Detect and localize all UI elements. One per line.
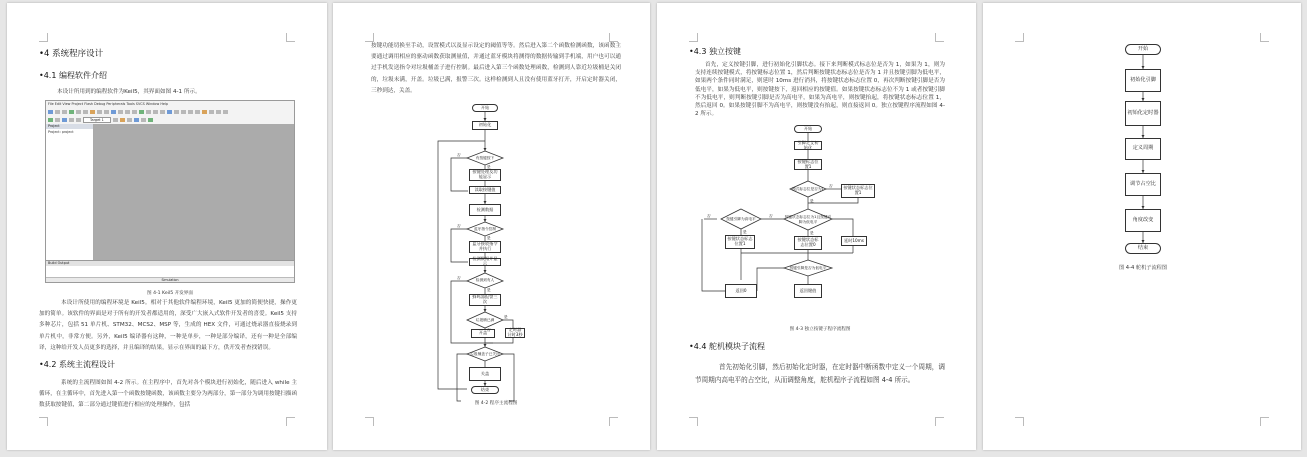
figure-4-2-caption: 图 4-2 程序主流程图 bbox=[474, 401, 518, 406]
ide-project-item: Project: project bbox=[48, 130, 74, 134]
fc-main-sense-data: 检测数据并显示 bbox=[469, 258, 501, 266]
ide-editor-area bbox=[94, 124, 294, 260]
fc-main-sense: 检测数据 bbox=[469, 204, 501, 216]
fc-key-mode: 按键标志位置1 bbox=[794, 159, 822, 170]
fc-main-bt-cmd: 蓝牙指令控制 bbox=[473, 226, 497, 231]
heading-section-4: •4 系统程序设计 bbox=[39, 49, 104, 59]
fc-label-yes: 是 bbox=[810, 199, 814, 203]
heading-4-2: •4.2 系统主流程设计 bbox=[39, 360, 115, 369]
figure-4-3-caption: 图 4-3 独立按键子程序流程图 bbox=[789, 327, 851, 332]
fc-servo-duty: 调节占空比 bbox=[1125, 173, 1161, 196]
fc-main-closed: 垃圾桶盖子已关闭 bbox=[470, 351, 500, 356]
keil5-screenshot bbox=[45, 100, 295, 283]
fc-label-yes: 是 bbox=[487, 236, 491, 240]
corner-mark bbox=[286, 33, 295, 42]
fc-key-low: 按键状态标志位为1且按键引脚为低电平 bbox=[784, 215, 832, 224]
figure-4-1-caption: 图 4-1 Keil5 开发界面 bbox=[147, 291, 193, 296]
fc-key-high: 按键引脚为高电平 bbox=[726, 216, 756, 221]
corner-mark bbox=[286, 417, 295, 426]
fc-key-ret0: 返回0 bbox=[725, 284, 757, 298]
ide-toolbar-1 bbox=[46, 108, 294, 115]
fc-key-define: 引脚定义初始化 bbox=[794, 141, 822, 150]
page-2 bbox=[333, 3, 650, 450]
heading-4-1: •4.1 编程软件介绍 bbox=[39, 71, 107, 80]
ide-toolbar-2 bbox=[46, 116, 294, 123]
fc-label-no: 否 bbox=[457, 153, 461, 157]
fc-label-no: 否 bbox=[769, 214, 773, 218]
fc-key-mode-check: 模式标志位是否为1 bbox=[792, 186, 824, 191]
fc-key-flag1-b: 按键状态标志位置1 bbox=[725, 235, 755, 249]
fc-main-init: 初始化 bbox=[472, 121, 498, 130]
ide-status-bar: Simulation bbox=[46, 277, 294, 282]
fc-label-yes: 是 bbox=[810, 231, 814, 235]
heading-4-3: •4.3 独立按键 bbox=[689, 47, 741, 56]
fc-label-no: 否 bbox=[487, 328, 491, 332]
fc-main-key-proc: 按键处理及功能显示 bbox=[469, 169, 501, 181]
fc-main-read-key: 读取按键值 bbox=[469, 186, 501, 194]
corner-mark bbox=[39, 33, 48, 42]
page-1 bbox=[7, 3, 327, 450]
paragraph-intro: 本设计所用到的编程软件为Keil5，其界面如图 4-1 所示。 bbox=[57, 89, 201, 95]
fc-label-no: 否 bbox=[457, 276, 461, 280]
heading-4-4: •4.4 舵机模块子流程 bbox=[689, 342, 765, 351]
fc-servo-period: 定义周期 bbox=[1125, 138, 1161, 160]
fc-main-end: 结束 bbox=[471, 386, 499, 394]
fc-key-flag1: 按键状态标志位置1 bbox=[841, 184, 875, 198]
fc-label-yes: 是 bbox=[743, 230, 747, 234]
paragraph-servo: 首先初始化引脚，然后初始化定时器，在定时器中断函数中定义一个周期，调节周期内高电平的占空比，从而调整角度，舵机程序子流程如图 4-4 所示。 bbox=[695, 363, 945, 384]
fc-servo-angle: 角度改变 bbox=[1125, 209, 1161, 232]
page-3 bbox=[657, 3, 976, 450]
fc-label-yes: 是 bbox=[487, 288, 491, 292]
fc-label-yes: 是 bbox=[487, 165, 491, 169]
ide-project-panel bbox=[46, 124, 94, 260]
fc-servo-start: 开始 bbox=[1125, 44, 1161, 55]
ide-menu-bar: File Edit View Project Flash Debug Peripherals Tools SVCS Window Help bbox=[48, 102, 169, 106]
fc-label-no: 否 bbox=[707, 214, 711, 218]
figure-4-4-caption: 图 4-4 舵机子流程图 bbox=[1118, 265, 1168, 271]
fc-label-no: 否 bbox=[829, 184, 833, 188]
fc-main-start: 开始 bbox=[472, 104, 498, 112]
fc-key-retval: 返回键值 bbox=[794, 284, 822, 298]
main-flowchart bbox=[333, 3, 650, 450]
fc-servo-end: 结束 bbox=[1125, 243, 1161, 254]
fc-key-start: 开始 bbox=[794, 125, 822, 133]
fc-label-yes: 是 bbox=[504, 315, 508, 319]
ide-target-select: Target 1 bbox=[83, 117, 111, 123]
fc-main-close-lid: 关盖 bbox=[469, 367, 501, 381]
fc-main-person: 检测到有人 bbox=[475, 278, 495, 283]
ide-build-output bbox=[46, 260, 294, 278]
paragraph-keil: 本设计所使用的编程环境是 Keil5。相对于其他软件编程环境，Keil5 更加的简便快捷，操作更加的简单。该软件的界面是对于所有的开发者都适用的，深受广大嵌入式软件开发者的喜爱。Keil5 支持多种芯片，包括 51 单片机、STM32、MCS2、MSP 等，生成的 HEX 文件，可通过烧录器直接烧录到单片机中，非常方便。另外，Keil5 编译器有这种，一种是单步，一种是部分编译，还有一种是全部编译，这种给开发人员更多的选择，并且编译的结果，显示在界面的最下方，供开发者查找错误。 bbox=[39, 300, 297, 351]
fc-main-bt-recv: 蓝牙接收指令并执行 bbox=[469, 241, 501, 253]
fc-servo-init-pin: 初始化引脚 bbox=[1125, 69, 1161, 92]
paragraph-key: 首先，定义按键引脚，进行初始化引脚状态。接下来判断模式标志位是否为 1，如果为 1，则为支持连续按键模式，将按键标志位置 1，然后判断按键状态标志位是否为 1 并且按键引脚为低电平，如果两个条件同时满足，则延时 10ms 进行消抖，将按键状态标志位置 0，再次判断按键引脚是否为低电平，如果为低电平，则按键按下，返回相应的按键值。如果按键状态标志位不为 1 或者按键引脚不为低电平，则判断按键引脚是否为高电平，如果为高电平，则按键抬起，将按键状态标志位置 1，然后返回 0。如果按键引脚不为高电平，则按键没有抬起，则直接返回 0。独立按键程序流程如图 4-2 所示。 bbox=[695, 62, 945, 118]
paragraph-continued: 按键功能切换至手动，设置模式以及显示设定的阈值等等。然后进入第二个函数检测函数，该函数主要通过调用相应的驱动函数获取测量值，并通过蓝牙模块将测得的数据传输到手机端，用户也可以通过手机发送指令对垃圾桶盖子进行控制。最后进入第三个函数处理函数，检测到人靠近垃圾桶是关闭的，垃圾未满，开盖。垃圾已满，报警三次。这样检测到人且没有使用蓝牙打开，开启定时器关闭，三秒到达，关盖。 bbox=[371, 43, 621, 94]
fc-key-delay: 延时10ms bbox=[841, 236, 867, 246]
fc-servo-init-timer: 初始化定时器 bbox=[1125, 101, 1161, 126]
servo-flowchart bbox=[983, 3, 1301, 450]
page-4 bbox=[983, 3, 1301, 450]
fc-key-low-again: 按键引脚是否为低电平 bbox=[789, 265, 827, 270]
fc-key-flag0: 按键状态标志位置0 bbox=[794, 236, 822, 250]
ide-project-header: Project bbox=[46, 124, 93, 129]
fc-main-timer: 定时器计时3秒 bbox=[505, 328, 525, 338]
paragraph-main-flow: 系统的主流程图如图 4-2 所示。在主程序中，首先对各个模块进行初始化，随后进入 while 主循环，在主循环中，首先进入第一个函数按键函数，该函数主要分为两部分，第一部分为调用按键扫描函数获取按键值，第二部分通过键值进行相应的处理操作，包括 bbox=[39, 380, 297, 409]
fc-main-alarm: 蜂鸣器报警三次 bbox=[469, 294, 501, 306]
fc-main-open: 开盖 bbox=[471, 329, 495, 338]
ide-build-header: Build Output bbox=[46, 261, 294, 266]
fc-main-full: 垃圾桶已满 bbox=[475, 317, 495, 322]
corner-mark bbox=[39, 417, 48, 426]
fc-main-key-press: 有按键按下 bbox=[475, 155, 495, 160]
fc-label-no: 否 bbox=[457, 224, 461, 228]
